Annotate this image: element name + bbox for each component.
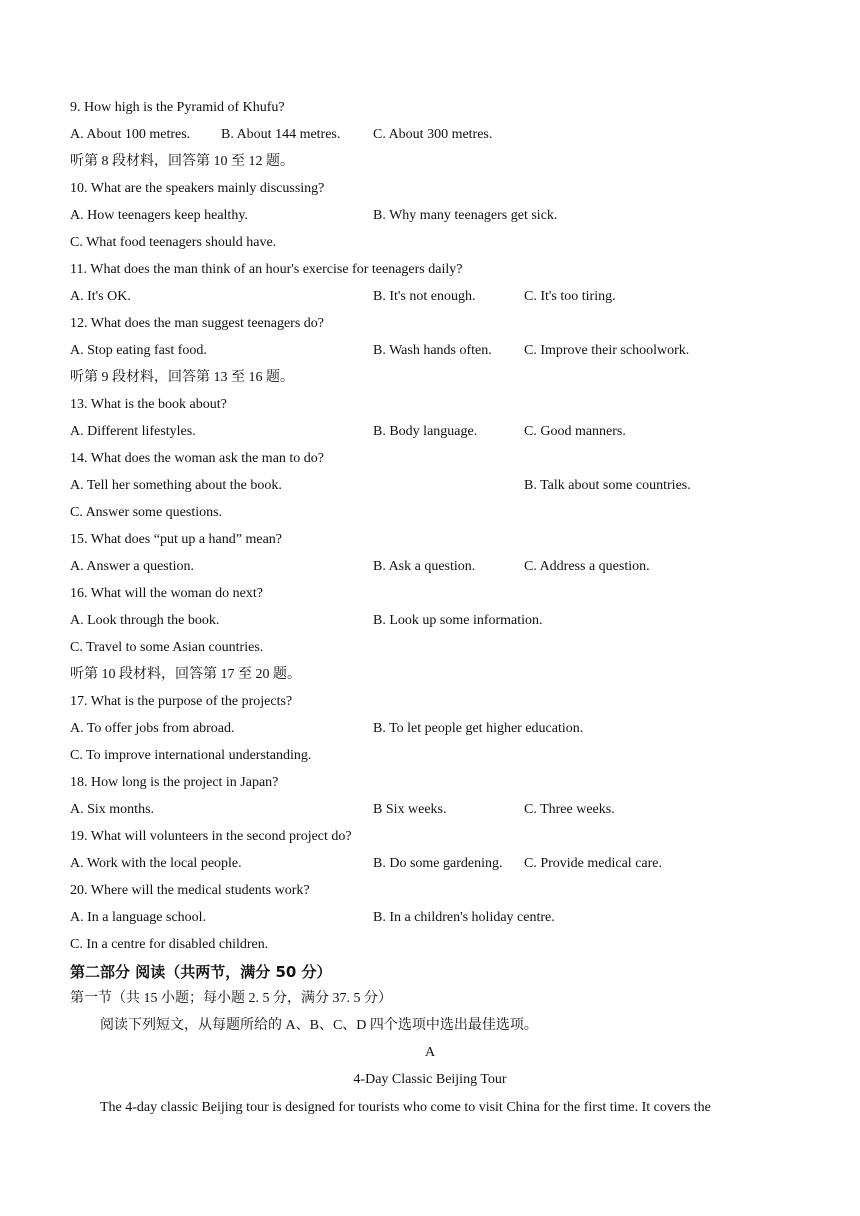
section-8-instruction: 听第 8 段材料，回答第 10 至 12 题。 — [70, 154, 294, 169]
q10-option-b: B. Why many teenagers get sick. — [373, 208, 558, 223]
q11-option-c: C. It's too tiring. — [524, 289, 616, 304]
q14-option-b: B. Talk about some countries. — [524, 478, 691, 493]
q12-option-b: B. Wash hands often. — [373, 343, 492, 358]
question-20-stem: 20. Where will the medical students work? — [70, 883, 310, 898]
section-10-instruction: 听第 10 段材料，回答第 17 至 20 题。 — [70, 667, 301, 682]
q16-option-c: C. Travel to some Asian countries. — [70, 640, 264, 655]
question-18-stem: 18. How long is the project in Japan? — [70, 775, 279, 790]
q9-option-c: C. About 300 metres. — [373, 127, 493, 142]
question-11-stem: 11. What does the man think of an hour's exercise for teenagers daily? — [70, 262, 463, 277]
q10-option-c: C. What food teenagers should have. — [70, 235, 277, 250]
q15-option-b: B. Ask a question. — [373, 559, 476, 574]
q20-option-a: A. In a language school. — [70, 910, 207, 925]
part-2-heading: 第二部分 阅读（共两节，满分 50 分） — [70, 963, 332, 981]
question-12-stem: 12. What does the man suggest teenagers do? — [70, 316, 325, 331]
q16-option-b: B. Look up some information. — [373, 613, 543, 628]
q19-option-a: A. Work with the local people. — [70, 856, 242, 871]
section-1-heading: 第一节（共 15 小题；每小题 2. 5 分，满分 37. 5 分） — [70, 991, 392, 1006]
q19-option-b: B. Do some gardening. — [373, 856, 503, 871]
q12-option-c: C. Improve their schoolwork. — [524, 343, 690, 358]
q12-option-a: A. Stop eating fast food. — [70, 343, 207, 358]
q16-option-a: A. Look through the book. — [70, 613, 220, 628]
question-9-stem: 9. How high is the Pyramid of Khufu? — [70, 100, 285, 115]
q9-option-b: B. About 144 metres. — [221, 127, 341, 142]
question-16-stem: 16. What will the woman do next? — [70, 586, 263, 601]
q9-option-a: A. About 100 metres. — [70, 127, 191, 142]
q19-option-c: C. Provide medical care. — [524, 856, 663, 871]
question-15-stem: 15. What does “put up a hand” mean? — [70, 532, 283, 547]
q18-option-b: B Six weeks. — [373, 802, 447, 817]
q18-option-c: C. Three weeks. — [524, 802, 615, 817]
q14-option-c: C. Answer some questions. — [70, 505, 223, 520]
q13-option-a: A. Different lifestyles. — [70, 424, 196, 439]
passage-first-line: The 4-day classic Beijing tour is designed for tourists who come to visit China for the first time. It covers the — [100, 1100, 711, 1115]
q13-option-c: C. Good manners. — [524, 424, 626, 439]
reading-instruction: 阅读下列短文，从每题所给的 A、B、C、D 四个选项中选出最佳选项。 — [100, 1018, 538, 1033]
q17-option-a: A. To offer jobs from abroad. — [70, 721, 235, 736]
q17-option-c: C. To improve international understanding. — [70, 748, 312, 763]
q11-option-a: A. It's OK. — [70, 289, 131, 304]
q15-option-a: A. Answer a question. — [70, 559, 195, 574]
question-10-stem: 10. What are the speakers mainly discussing? — [70, 181, 325, 196]
q15-option-c: C. Address a question. — [524, 559, 650, 574]
q11-option-b: B. It's not enough. — [373, 289, 476, 304]
q10-option-a: A. How teenagers keep healthy. — [70, 208, 248, 223]
question-17-stem: 17. What is the purpose of the projects? — [70, 694, 293, 709]
question-14-stem: 14. What does the woman ask the man to do? — [70, 451, 325, 466]
q14-option-a: A. Tell her something about the book. — [70, 478, 282, 493]
q20-option-c: C. In a centre for disabled children. — [70, 937, 269, 952]
passage-letter: A — [424, 1045, 436, 1060]
question-19-stem: 19. What will volunteers in the second project do? — [70, 829, 352, 844]
q17-option-b: B. To let people get higher education. — [373, 721, 584, 736]
q20-option-b: B. In a children's holiday centre. — [373, 910, 555, 925]
q13-option-b: B. Body language. — [373, 424, 478, 439]
section-9-instruction: 听第 9 段材料，回答第 13 至 16 题。 — [70, 370, 294, 385]
q18-option-a: A. Six months. — [70, 802, 155, 817]
question-13-stem: 13. What is the book about? — [70, 397, 227, 412]
passage-title: 4-Day Classic Beijing Tour — [353, 1072, 507, 1087]
